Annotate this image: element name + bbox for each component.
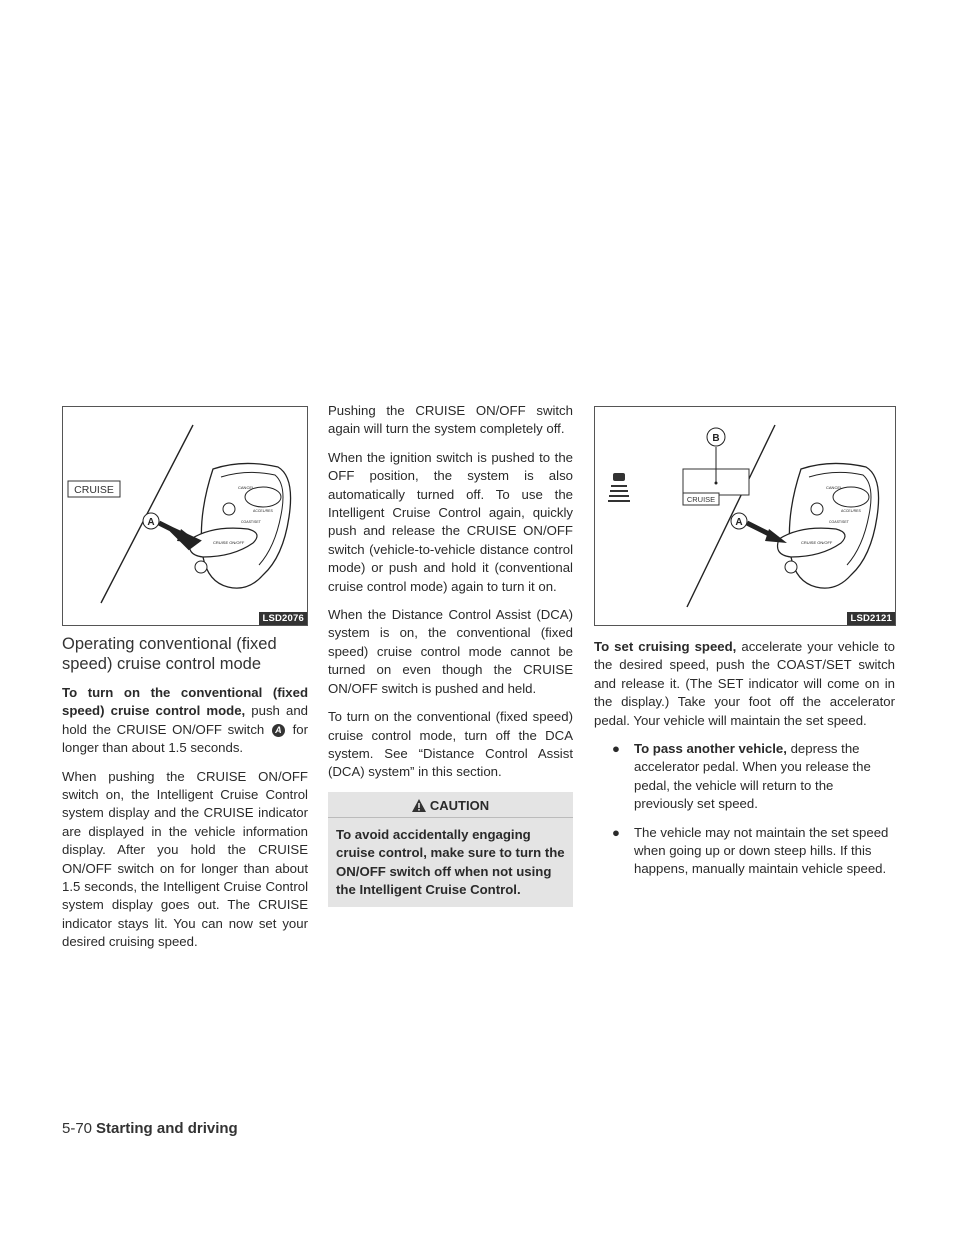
callout-a-badge: A [272,724,285,737]
caution-box [328,792,573,908]
svg-text:ACCEL/RES: ACCEL/RES [841,509,861,513]
page-footer [62,1120,238,1137]
paragraph-display: When pushing the CRUISE ON/OFF switch on, the Intelligent Cruise Control system display and the CRUISE indicator are displayed in the vehicle information display. After you hold the CRUISE ON/OFF switch on for longer than about 1.5 seconds, the Intelligent Cruise Control system display goes out. The CRUISE indicator stays lit. You can now set your desired cruising speed. [62,768,308,950]
column-middle [328,402,573,907]
svg-text:COAST/SET: COAST/SET [241,520,261,524]
caution-header [328,792,573,818]
figure-code: LSD2076 [259,612,307,625]
section-heading: Operating conventional (fixed speed) cruise control mode [62,635,277,673]
list-item: ● The vehicle may not maintain the set speed when going up or down steep hills. If this happens, manually maintain vehicle speed. [612,824,889,877]
paragraph-dca: When the Distance Control Assist (DCA) system is on, the conventional (fixed speed) cruise control mode cannot be turned on even though the CRUISE ON/OFF switch is pushed and held. [328,607,573,696]
section-name: Starting and driving [96,1120,238,1137]
svg-text:CRUISE ON/OFF: CRUISE ON/OFF [801,540,833,545]
svg-text:CRUISE ON/OFF: CRUISE ON/OFF [213,540,245,545]
paragraph-turn-on: To turn on the conventional (fixed speed) cruise control mode, push and hold the CRUISE ON/OFF switch A for longer than about 1.5 seconds. [62,685,308,756]
column-left [62,406,308,962]
cruise-display-illustration [595,407,895,625]
svg-text:ACCEL/RES: ACCEL/RES [253,509,273,513]
cruise-switch-illustration [63,407,307,625]
paragraph-dca-off: To turn on the conventional (fixed speed) cruise control mode, turn off the DCA system. See “Distance Control Assist (DCA) system” in this section. [328,709,573,780]
callout-a: A [735,517,743,528]
column-right [594,406,895,889]
svg-text:CANCEL: CANCEL [238,485,255,490]
caution-title: CAUTION [429,797,490,813]
callout-a: A [147,517,155,528]
caution-text: To avoid accidentally engaging cruise control, make sure to turn the ON/OFF switch off when not using the Intelligent Cruise Control. [336,826,565,897]
svg-text:CANCEL: CANCEL [826,485,843,490]
page-number: 5-70 [62,1120,93,1137]
bullet-list [594,740,895,879]
cruise-indicator-text: CRUISE [74,484,114,496]
figure-cruise-display [594,406,896,626]
paragraph-ignition: When the ignition switch is pushed to the OFF position, the system is also automatically turned off. To use the Intelligent Cruise Control again, quickly push and release the CRUISE ON/OFF switch (vehicle-to-vehicle distance control mode) or push and hold it (conventional cruise control mode) again to turn it on. [328,449,573,594]
figure-cruise-switch [62,406,308,626]
paragraph-set-speed: To set cruising speed, accelerate your vehicle to the desired speed, push the COAST/SET switch and release it. (The SET indicator will come on in the display.) Take your foot off the accelerator pedal. Your vehicle will maintain the set speed. [594,639,895,728]
svg-text:COAST/SET: COAST/SET [829,520,849,524]
cruise-indicator-text: CRUISE [686,495,716,504]
figure-code: LSD2121 [847,612,895,625]
list-item: ● To pass another vehicle, depress the accelerator pedal. When you release the pedal, the vehicle will return to the previously set speed. [612,741,871,812]
callout-b: B [712,433,720,444]
warning-icon [412,799,426,812]
paragraph-turn-off: Pushing the CRUISE ON/OFF switch again will turn the system completely off. [328,403,573,437]
